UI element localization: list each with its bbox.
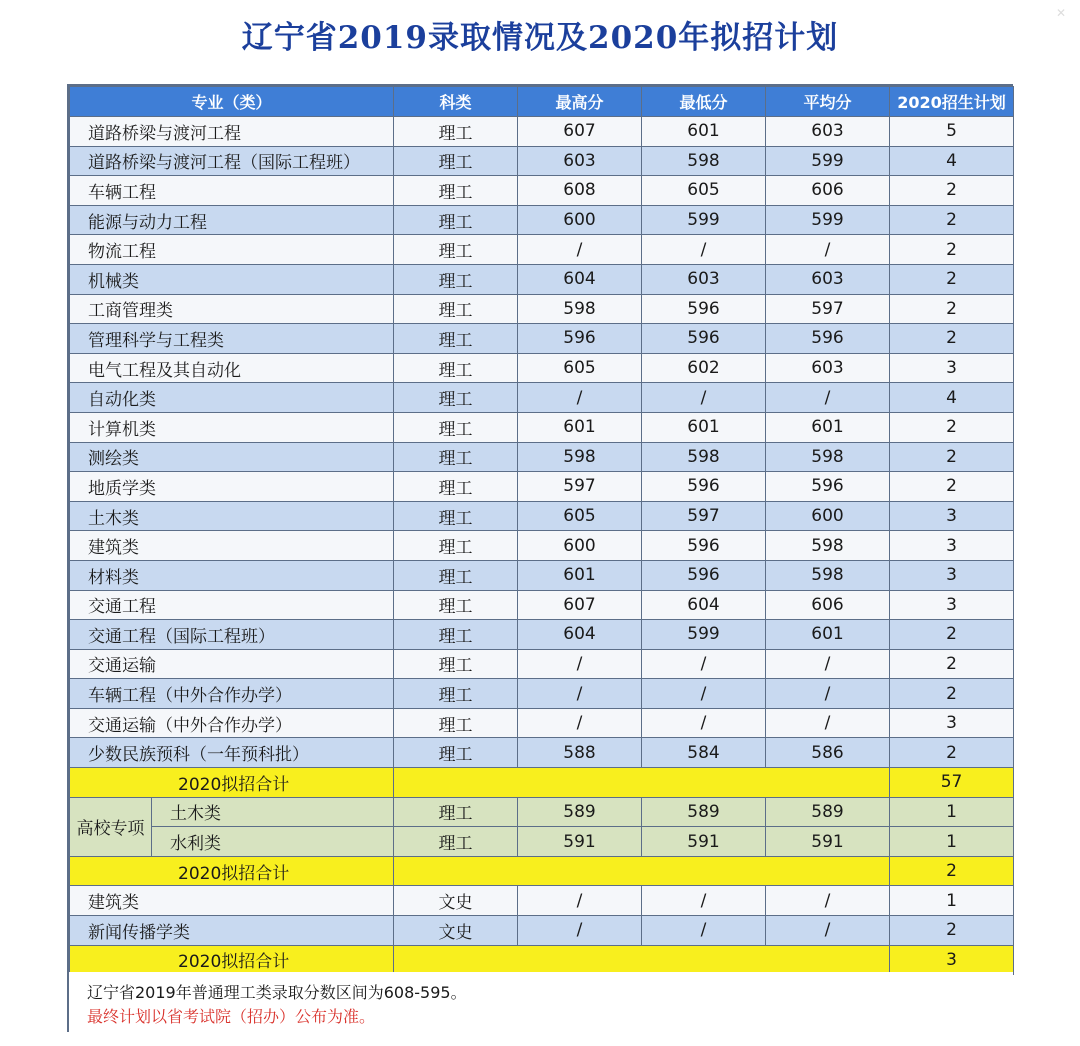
category: 理工: [394, 649, 518, 679]
min-score: /: [642, 916, 766, 946]
table-header-row: [70, 87, 1014, 117]
min-score: 599: [642, 205, 766, 235]
table-row: [70, 738, 1014, 768]
min-score: 597: [642, 501, 766, 531]
max-score: /: [518, 235, 642, 265]
min-score: /: [642, 649, 766, 679]
category: 理工: [394, 205, 518, 235]
min-score: 605: [642, 176, 766, 206]
avg-score: 606: [766, 176, 890, 206]
category: 理工: [394, 590, 518, 620]
avg-score: 600: [766, 501, 890, 531]
category: 理工: [394, 383, 518, 413]
table-row: [70, 353, 1014, 383]
max-score: 598: [518, 442, 642, 472]
min-score: 598: [642, 146, 766, 176]
table-row: [70, 235, 1014, 265]
plan: 2: [890, 324, 1014, 354]
max-score: 604: [518, 264, 642, 294]
category: 文史: [394, 916, 518, 946]
plan: 2: [890, 738, 1014, 768]
max-score: 605: [518, 353, 642, 383]
plan: 2: [890, 620, 1014, 650]
min-score: 602: [642, 353, 766, 383]
plan: 2: [890, 205, 1014, 235]
max-score: 601: [518, 560, 642, 590]
category: 理工: [394, 353, 518, 383]
major-name: 车辆工程: [70, 176, 394, 206]
max-score: 600: [518, 531, 642, 561]
category: 理工: [394, 620, 518, 650]
page-title: 辽宁省2019录取情况及2020年拟招计划: [241, 20, 839, 56]
min-score: 603: [642, 264, 766, 294]
min-score: 584: [642, 738, 766, 768]
header-avg-score: 平均分: [766, 87, 890, 117]
major-name: 工商管理类: [70, 294, 394, 324]
total-row: [70, 768, 1014, 798]
table-row: [70, 501, 1014, 531]
avg-score: 606: [766, 590, 890, 620]
max-score: 603: [518, 146, 642, 176]
category: 理工: [394, 827, 518, 857]
max-score: /: [518, 708, 642, 738]
max-score: /: [518, 886, 642, 916]
plan: 2: [890, 412, 1014, 442]
table-row: [70, 176, 1014, 206]
avg-score: 598: [766, 531, 890, 561]
total-label: 2020拟招合计: [70, 945, 394, 975]
category: 理工: [394, 472, 518, 502]
max-score: 598: [518, 294, 642, 324]
header-major: 专业（类）: [70, 87, 394, 117]
major-name: 机械类: [70, 264, 394, 294]
category: 文史: [394, 886, 518, 916]
plan: 3: [890, 353, 1014, 383]
avg-score: /: [766, 886, 890, 916]
table-row: [70, 412, 1014, 442]
table-row: [70, 472, 1014, 502]
max-score: /: [518, 679, 642, 709]
category: 理工: [394, 501, 518, 531]
plan: 3: [890, 501, 1014, 531]
header-plan-2020: 2020招生计划: [890, 87, 1014, 117]
table-row: [70, 797, 1014, 827]
max-score: 600: [518, 205, 642, 235]
plan: 4: [890, 383, 1014, 413]
total-value: 2: [890, 856, 1014, 886]
major-name: 物流工程: [70, 235, 394, 265]
max-score: 591: [518, 827, 642, 857]
plan: 1: [890, 827, 1014, 857]
min-score: 599: [642, 620, 766, 650]
table-row: [70, 531, 1014, 561]
total-row: [70, 945, 1014, 975]
max-score: 605: [518, 501, 642, 531]
avg-score: /: [766, 383, 890, 413]
category: 理工: [394, 797, 518, 827]
note-score-range: 辽宁省2019年普通理工类录取分数区间为608-595。: [87, 983, 467, 1002]
avg-score: 603: [766, 264, 890, 294]
header-max-score: 最高分: [518, 87, 642, 117]
major-name: 车辆工程（中外合作办学）: [70, 679, 394, 709]
table-row: [70, 827, 1014, 857]
table-row: [70, 649, 1014, 679]
note-final-plan: 最终计划以省考试院（招办）公布为准。: [87, 1007, 376, 1026]
min-score: 596: [642, 472, 766, 502]
plan: 2: [890, 235, 1014, 265]
total-row: [70, 856, 1014, 886]
major-name: 自动化类: [70, 383, 394, 413]
category: 理工: [394, 412, 518, 442]
plan: 2: [890, 294, 1014, 324]
min-score: /: [642, 383, 766, 413]
category: 理工: [394, 679, 518, 709]
avg-score: 589: [766, 797, 890, 827]
plan: 1: [890, 886, 1014, 916]
avg-score: 601: [766, 412, 890, 442]
avg-score: 597: [766, 294, 890, 324]
max-score: 588: [518, 738, 642, 768]
total-label: 2020拟招合计: [70, 768, 394, 798]
avg-score: /: [766, 916, 890, 946]
avg-score: 601: [766, 620, 890, 650]
major-name: 建筑类: [70, 531, 394, 561]
min-score: 601: [642, 117, 766, 147]
avg-score: 596: [766, 324, 890, 354]
table-row: [70, 117, 1014, 147]
plan: 3: [890, 531, 1014, 561]
admission-table: [69, 86, 1014, 975]
max-score: 607: [518, 117, 642, 147]
category: 理工: [394, 708, 518, 738]
plan: 5: [890, 117, 1014, 147]
total-blank: [394, 856, 890, 886]
category: 理工: [394, 117, 518, 147]
major-name: 计算机类: [70, 412, 394, 442]
major-name: 地质学类: [70, 472, 394, 502]
table-row: [70, 383, 1014, 413]
table-row: [70, 590, 1014, 620]
category: 理工: [394, 294, 518, 324]
max-score: /: [518, 649, 642, 679]
plan: 3: [890, 708, 1014, 738]
header-min-score: 最低分: [642, 87, 766, 117]
major-name: 新闻传播学类: [70, 916, 394, 946]
min-score: /: [642, 886, 766, 916]
category: 理工: [394, 235, 518, 265]
major-name: 管理科学与工程类: [70, 324, 394, 354]
plan: 1: [890, 797, 1014, 827]
table-row: [70, 324, 1014, 354]
avg-score: /: [766, 708, 890, 738]
min-score: /: [642, 708, 766, 738]
max-score: 596: [518, 324, 642, 354]
avg-score: 599: [766, 205, 890, 235]
total-value: 3: [890, 945, 1014, 975]
major-name: 土木类: [152, 797, 394, 827]
category: 理工: [394, 324, 518, 354]
min-score: 596: [642, 324, 766, 354]
total-blank: [394, 945, 890, 975]
category: 理工: [394, 264, 518, 294]
admission-table-container: [67, 84, 1013, 1032]
max-score: 608: [518, 176, 642, 206]
table-row: [70, 264, 1014, 294]
major-name: 道路桥梁与渡河工程（国际工程班）: [70, 146, 394, 176]
table-row: [70, 708, 1014, 738]
avg-score: 599: [766, 146, 890, 176]
major-name: 道路桥梁与渡河工程: [70, 117, 394, 147]
category: 理工: [394, 738, 518, 768]
min-score: /: [642, 235, 766, 265]
table-row: [70, 679, 1014, 709]
plan: 4: [890, 146, 1014, 176]
min-score: 596: [642, 294, 766, 324]
category: 理工: [394, 531, 518, 561]
major-name: 交通运输（中外合作办学）: [70, 708, 394, 738]
table-row: [70, 205, 1014, 235]
major-name: 交通工程: [70, 590, 394, 620]
avg-score: 603: [766, 353, 890, 383]
min-score: 601: [642, 412, 766, 442]
special-group-label: 高校专项: [70, 797, 152, 856]
total-value: 57: [890, 768, 1014, 798]
major-name: 少数民族预科（一年预科批）: [70, 738, 394, 768]
plan: 2: [890, 472, 1014, 502]
total-blank: [394, 768, 890, 798]
category: 理工: [394, 176, 518, 206]
plan: 3: [890, 590, 1014, 620]
max-score: 597: [518, 472, 642, 502]
avg-score: /: [766, 649, 890, 679]
avg-score: 598: [766, 442, 890, 472]
max-score: 604: [518, 620, 642, 650]
plan: 3: [890, 560, 1014, 590]
plan: 2: [890, 916, 1014, 946]
avg-score: /: [766, 235, 890, 265]
header-category: 科类: [394, 87, 518, 117]
max-score: 607: [518, 590, 642, 620]
total-label: 2020拟招合计: [70, 856, 394, 886]
min-score: 596: [642, 560, 766, 590]
major-name: 交通运输: [70, 649, 394, 679]
avg-score: 591: [766, 827, 890, 857]
min-score: 598: [642, 442, 766, 472]
plan: 2: [890, 176, 1014, 206]
major-name: 能源与动力工程: [70, 205, 394, 235]
plan: 2: [890, 649, 1014, 679]
close-icon: ✕: [1055, 6, 1067, 20]
avg-score: 586: [766, 738, 890, 768]
avg-score: 598: [766, 560, 890, 590]
min-score: 596: [642, 531, 766, 561]
min-score: 589: [642, 797, 766, 827]
avg-score: /: [766, 679, 890, 709]
max-score: 601: [518, 412, 642, 442]
table-row: [70, 620, 1014, 650]
major-name: 建筑类: [70, 886, 394, 916]
avg-score: 596: [766, 472, 890, 502]
major-name: 材料类: [70, 560, 394, 590]
major-name: 测绘类: [70, 442, 394, 472]
category: 理工: [394, 146, 518, 176]
plan: 2: [890, 442, 1014, 472]
category: 理工: [394, 442, 518, 472]
max-score: /: [518, 383, 642, 413]
table-row: [70, 560, 1014, 590]
table-row: [70, 886, 1014, 916]
min-score: 591: [642, 827, 766, 857]
min-score: /: [642, 679, 766, 709]
notes: [69, 972, 1013, 1032]
max-score: /: [518, 916, 642, 946]
major-name: 电气工程及其自动化: [70, 353, 394, 383]
category: 理工: [394, 560, 518, 590]
plan: 2: [890, 264, 1014, 294]
avg-score: 603: [766, 117, 890, 147]
table-row: [70, 916, 1014, 946]
table-row: [70, 442, 1014, 472]
table-row: [70, 146, 1014, 176]
table-row: [70, 294, 1014, 324]
major-name: 土木类: [70, 501, 394, 531]
plan: 2: [890, 679, 1014, 709]
max-score: 589: [518, 797, 642, 827]
major-name: 水利类: [152, 827, 394, 857]
min-score: 604: [642, 590, 766, 620]
major-name: 交通工程（国际工程班）: [70, 620, 394, 650]
